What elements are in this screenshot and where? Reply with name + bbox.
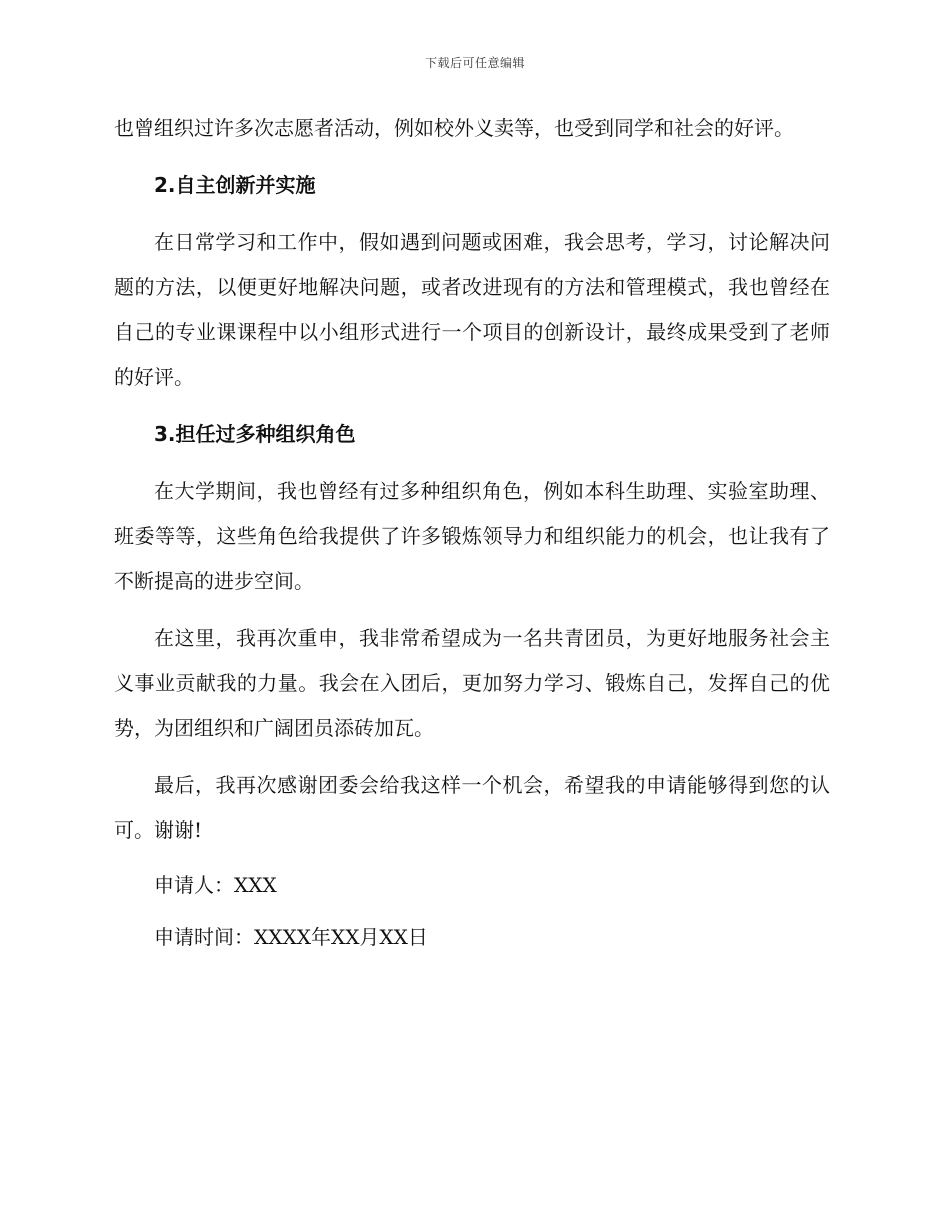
section-heading-roles: 3.担任过多种组织角色: [154, 422, 356, 446]
paragraph-innovation: 在日常学习和工作中，假如遇到问题或困难，我会思考，学习，讨论解决问题的方法，以便更好地解决问题，或者改进现有的方法和管理模式，我也曾经在自己的专业课课程中以小组形式进行一个项目的创新设计，最终成果受到了老师的好评。: [114, 230, 830, 389]
application-date-line: 申请时间：XXXX年XX月XX日: [154, 925, 428, 949]
paragraph-roles: 在大学期间，我也曾经有过多种组织角色，例如本科生助理、实验室助理、班委等等，这些角色给我提供了许多锻炼领导力和组织能力的机会，也让我有了不断提高的进步空间。: [114, 479, 830, 593]
section-heading-innovation: 2.自主创新并实施: [154, 173, 316, 197]
paragraph-volunteer: 也曾组织过许多次志愿者活动，例如校外义卖等，也受到同学和社会的好评。: [114, 116, 794, 140]
paragraph-reaffirm: 在这里，我再次重申，我非常希望成为一名共青团员，为更好地服务社会主义事业贡献我的力量。我会在入团后，更加努力学习、锻炼自己，发挥自己的优势，为团组织和广阔团员添砖加瓦。: [114, 626, 830, 740]
page-header-note: 下载后可任意编辑: [424, 56, 525, 70]
applicant-line: 申请人：XXX: [154, 873, 277, 897]
document-body: [114, 106, 830, 969]
paragraph-thanks: 最后，我再次感谢团委会给我这样一个机会，希望我的申请能够得到您的认可。谢谢!: [114, 773, 830, 842]
